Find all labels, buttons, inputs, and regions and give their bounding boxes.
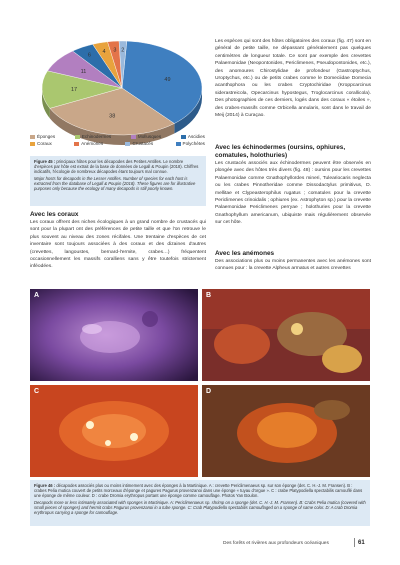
legend-swatch <box>74 142 79 146</box>
footer-separator <box>354 538 355 547</box>
legend-row-2 <box>30 141 205 146</box>
figure-46-credit: Photos Yan Boulon. <box>221 493 259 499</box>
figure-45-label: Figure 45 : <box>34 159 56 164</box>
pie-value-label: 4 <box>102 48 106 55</box>
legend-swatch <box>75 135 80 139</box>
pie-value-label: 2 <box>121 47 125 54</box>
figure-46-caption <box>30 480 370 526</box>
photo-d-image <box>202 385 370 477</box>
paragraph-anemones: Des associations plus ou moins permanentes avec les anémones sont connues pour : la crevette Alpheus armatus et autres crevettes <box>215 259 371 272</box>
legend-swatch <box>131 135 136 139</box>
heading-echinodermes: Avec les échinodermes (oursins, ophiures, comatules, holothuries) <box>215 144 346 159</box>
paragraph-intro: Les espèces qui sont des hôtes obligatoires des coraux (fig. 47) sont en général de petite taille, ne dépassant généralement pas quelques centimètres de longueur totale. Ce sont par exemple des crevettes Palaemonidae (Neopontonides, Periclimenes, Pseudopontonides, etc.), des anomoures Chirostylidae de profondeur (Gastroptychus, Uroptychus, etc.) ou de petits crabes comme le Domeciidae Domecia acanthophora ou les crabes Cryptochiridae (Kroppcarcinus siderastreicola, Opecarcinus hypostegus, Troglocarcinus corallicola). Des photographies de ces derniers, logés dans des coraux « étoiles », des crabes-massifs comme Orbicella annularis, sont dans le travail de Meij (2014) à Curaçao. <box>215 39 371 119</box>
paragraph-echinodermes: Les crustacés associés aux échinodermes peuvent être observés en plongée avec des hôtes très divers (fig. 48) : oursins pour les crevettes Palaemonidae comme Gnathophylloïdes mineri, Tuleariocaris neglecta ou les crabes Pinnotheridae comme Dissodactylus primitivus, D. mellitae et Clypeasterophilus rugatus ; comatules pour la crevette Periclimenes crinoidalis ; ophiures (ex. Astrophyton sp.) pour la crevette Palaemonidae Periclimenes perryae ; holothuries pour la crevette Gnathophyllum americanum, ubiquiste mais régulièrement observée sur cet hôte. <box>215 161 371 226</box>
pie-value-label: 11 <box>80 69 87 76</box>
photo-b-image <box>202 289 370 381</box>
legend-item-polychetes: Polychètes <box>176 141 205 146</box>
figure-45-text-fr: Figure 45 : principaux hôtes pour les décapodes des Petites Antilles. Le nombre d'espèces par hôte est extrait de la base de données de Legall & Poupin (2018). Chiffres indicatifs, l'écologie de nombreux décapodes étant toujours mal connue. <box>34 159 199 175</box>
legend-item-coraux: Coraux <box>30 141 52 146</box>
page-number: 61 <box>358 540 365 546</box>
photo-c <box>30 385 198 477</box>
legend-item-anemones: Anémones <box>74 141 103 146</box>
photo-a-label: A <box>34 292 40 299</box>
legend-row-1 <box>30 134 205 139</box>
legend-swatch <box>125 142 130 146</box>
photo-d-label: D <box>206 388 212 395</box>
legend-item-ascidies: Ascidies <box>181 134 205 139</box>
figure-46-label: Figure 46 : <box>34 483 56 488</box>
figure-46-text-en: Decapods more or less intimately associated with sponges in Martinique. A: Periclimenaeus sp. shrimp on a sponge (det. C. H.-J. M. Fransen). B: Crabs Pelia mutica (covered with small pieces of sponges) and hermit crabs Pagurus provenzanoi in a tube sponge. C: Crab Platypodiella spectabilis camouflaged on a sponge of same color. D: A crab Dromia erythropus carrying a sponge for camouflage. <box>34 499 366 516</box>
footer-book-title: Des forêts et rivières aux profondeurs océaniques <box>223 541 329 546</box>
photo-a-image <box>30 289 198 381</box>
pie-value-label: 3 <box>113 47 117 54</box>
pie-value-label: 6 <box>87 52 91 59</box>
legend-item-echinodermes: Echinodermes <box>75 134 111 139</box>
legend-item-mollusques: Mollusques <box>131 134 161 139</box>
chart-legend <box>30 134 205 148</box>
legend-swatch <box>176 142 181 146</box>
legend-swatch <box>181 135 186 139</box>
paragraph-coraux: Les coraux offrent des niches écologiques à un grand nombre de crustacés qui sont pour la plupart ont des préférences de petite taille et que l'on retrouve le plus souvent au niveau des zones récifales. Une trentaine d'espèces de cet inventaire sont toujours associées à des coraux et des dizaines d'autres (crevettes, langoustes, bernard-l'ermite, crabes…) fréquentent occasionnellement les massifs coralliens sans y être toutefois strictement inféodées. <box>30 220 206 270</box>
figure-45-text-en: Major hosts for decapods in the Lesser Antilles. Number of species for each host is extracted from the database of Legall & Poupin (2018). These figures are for illustrative purposes only because the ecology of many decapods is still poorly known. <box>34 175 196 192</box>
legend-swatch <box>30 135 35 139</box>
pie-value-label: 17 <box>70 87 78 94</box>
pie-value-label: 38 <box>109 113 116 120</box>
legend-item-crustaces: Crustacés <box>125 141 153 146</box>
pie-value-label: 49 <box>164 76 171 83</box>
photo-d <box>202 385 370 477</box>
photo-c-image <box>30 385 198 477</box>
photo-grid <box>30 289 370 477</box>
figure-45-caption <box>30 156 206 206</box>
photo-a <box>30 289 198 381</box>
figure-46-text-fr: Figure 46 : décapodes associés plus ou moins intimement avec des éponges à la Martinique. A : crevette Periclimenaeus sp. sur son éponge (det. C. H.-J. M. Fransen). B : crabes Pelia mutica couvert de petits morceaux d'éponge et pagures Pagurus provenzanoi dans une éponge « tuyau d'orgue ». C : crabe Platypodiella spectabilis camouflé dans une éponge de même couleur. D : crabe Dromia erythropus portant une éponge comme camouflage. Photos Yan Boulon. <box>34 483 363 499</box>
legend-swatch <box>30 142 35 146</box>
heading-coraux: Avec les coraux <box>30 211 79 218</box>
photo-b-label: B <box>206 292 212 299</box>
legend-item-eponges: Éponges <box>30 134 55 139</box>
photo-b <box>202 289 370 381</box>
heading-anemones: Avec les anémones <box>215 250 275 257</box>
photo-c-label: C <box>34 388 40 395</box>
